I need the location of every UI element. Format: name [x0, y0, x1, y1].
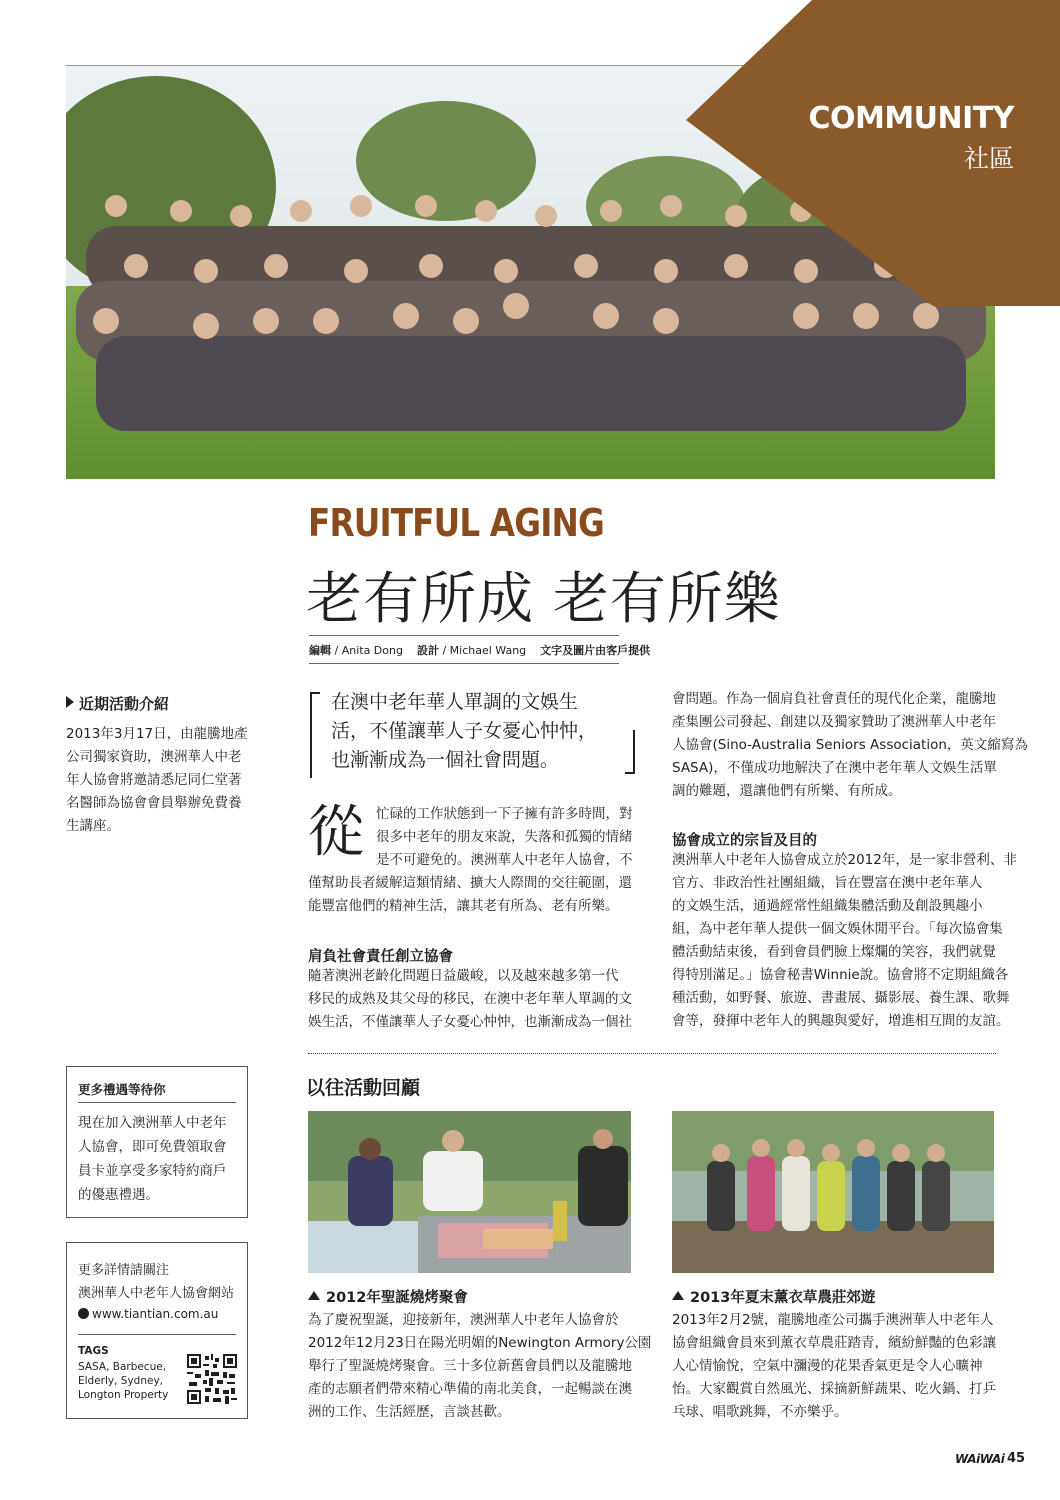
follow-box: [66, 1242, 248, 1419]
source-credit: 文字及圖片由客戶提供: [540, 644, 651, 657]
event2-text: 2013年2月2號，龍騰地產公司攜手澳洲華人中老年人 協會組織會員來到薰衣草農莊踏青，繽紛鮮豔的色彩讓 人心情愉悅，空氣中瀰漫的花果香氣更是令人心曠神 怡。大家觀賞自然風光、採摘新鮮蔬果、吃火鍋、打乒 乓球、唱歌跳舞，不亦樂乎。: [672, 1312, 996, 1420]
section-tag: [686, 0, 1060, 306]
subhead-mission: 協會成立的宗旨及目的: [672, 833, 817, 849]
perks-divider: [78, 1102, 236, 1103]
recent-activity-heading: 近期活動介紹: [66, 693, 169, 714]
section-divider: [308, 1053, 996, 1054]
perks-title: 更多禮遇等待你: [78, 1082, 166, 1097]
perks-box: [66, 1066, 248, 1218]
triangle-up-icon: [672, 1291, 684, 1300]
headline-zh: 老有所成 老有所樂: [306, 567, 781, 632]
triangle-up-icon: [308, 1291, 320, 1300]
headline-en: FRUITFUL AGING: [308, 501, 604, 545]
founding-text: 隨著澳洲老齡化問題日益嚴峻，以及越來越多第一代 移民的成熟及其父母的移民，在澳中老年華人單調的文 娛生活，不僅讓華人子女憂心忡忡，也漸漸成為一個社: [308, 968, 632, 1030]
founding-text-continued: 會問題。作為一個肩負社會責任的現代化企業，龍騰地 產集團公司發起、創建以及獨家贊助了澳洲華人中老年 人協會(Sino-Australia Seniors Association，英文縮寫為 SASA)，不僅成功地解決了在澳中老年華人文娛生活單 調的難題，還讓他們有所樂、有所成。: [672, 691, 1028, 799]
bbq-photo: [308, 1111, 631, 1273]
review-heading: 以往活動回顧: [306, 1077, 421, 1099]
tags-title: TAGS: [78, 1345, 109, 1357]
drop-cap: 從: [308, 800, 364, 865]
mission-text: 澳洲華人中老年人協會成立於2012年，是一家非營利、非 官方、非政治性社團組織，旨在豐富在澳中老年華人 的文娛生活，通過經常性組織集體活動及創設興趣小 組，為中老年華人提供一個文娛休閒平台。「每次協會集 體活動結束後，看到會員們臉上燦爛的笑容，我們就覺 得特別滿足。」協會秘書Winnie說。協會將不定期組織各 種活動，如野餐、旅遊、書畫展、攝影展、養生課、歌舞 會等，發揮中老年人的興趣與愛好，增進相互間的友誼。: [672, 852, 1017, 1029]
website-link[interactable]: www.tiantian.com.au: [78, 1307, 218, 1321]
triangle-right-icon: [66, 696, 74, 708]
quote-bracket-open: [310, 692, 320, 778]
designer-name: / Michael Wang: [438, 644, 527, 657]
intro-text: 僅幫助長者緩解這類情緒、擴大人際間的交往範圍，還 能豐富他們的精神生活，讓其老有所為、老有所樂。: [308, 875, 632, 914]
editor-name: / Anita Dong: [331, 644, 403, 657]
designer-label: 設計: [416, 644, 439, 657]
quote-bracket-close: [625, 730, 635, 774]
subhead-founding: 肩負社會責任創立協會: [308, 949, 453, 965]
recent-activity-text: 2013年3月17日，由龍騰地產 公司獨家資助，澳洲華人中老 年人協會將邀請悉尼同仁堂著 名醫師為協會會員舉辦免費養 生講座。: [66, 726, 248, 834]
tags-divider: [78, 1334, 236, 1335]
credits-line: [309, 635, 651, 664]
intro-text-indented: 忙碌的工作狀態到一下子擁有許多時間，對 很多中老年的朋友來說，失落和孤獨的情緒 是不可避免的。澳洲華人中老年人協會，不: [376, 806, 633, 868]
editor-label: 編輯: [309, 644, 331, 657]
event1-text: 為了慶祝聖誕，迎接新年，澳洲華人中老年人協會於 2012年12月23日在陽光明媚的Newington Armory公園 舉行了聖誕燒烤聚會。三十多位新舊會員們以及龍騰地 產的志願者們帶來精心準備的南北美食，一起暢談在澳 洲的工作、生活經歷，言談甚歡。: [308, 1312, 652, 1420]
pull-quote: 在澳中老年華人單調的文娛生 活，不僅讓華人子女憂心忡忡， 也漸漸成為一個社會問題。: [310, 688, 635, 780]
follow-text: 更多詳情請關注 澳洲華人中老年人協會網站: [78, 1263, 235, 1301]
event1-heading: 2012年聖誕燒烤聚會: [308, 1286, 468, 1307]
section-label-zh: 社區: [963, 144, 1014, 173]
page-number: 45: [1007, 1451, 1026, 1466]
event2-heading: 2013年夏末薰衣草農莊郊遊: [672, 1286, 875, 1307]
globe-icon: [78, 1308, 89, 1319]
tags-list: SASA, Barbecue, Elderly, Sydney, Longton Property: [78, 1361, 169, 1401]
magazine-logo: WAiWAi: [955, 1452, 1005, 1466]
qr-code-icon: [187, 1354, 237, 1404]
section-label-en: COMMUNITY: [808, 101, 1014, 136]
perks-text: 現在加入澳洲華人中老年 人協會，即可免費領取會 員卡並享受多家特約商戶 的優惠禮遇。: [78, 1115, 227, 1203]
lavender-farm-photo: [672, 1111, 994, 1273]
